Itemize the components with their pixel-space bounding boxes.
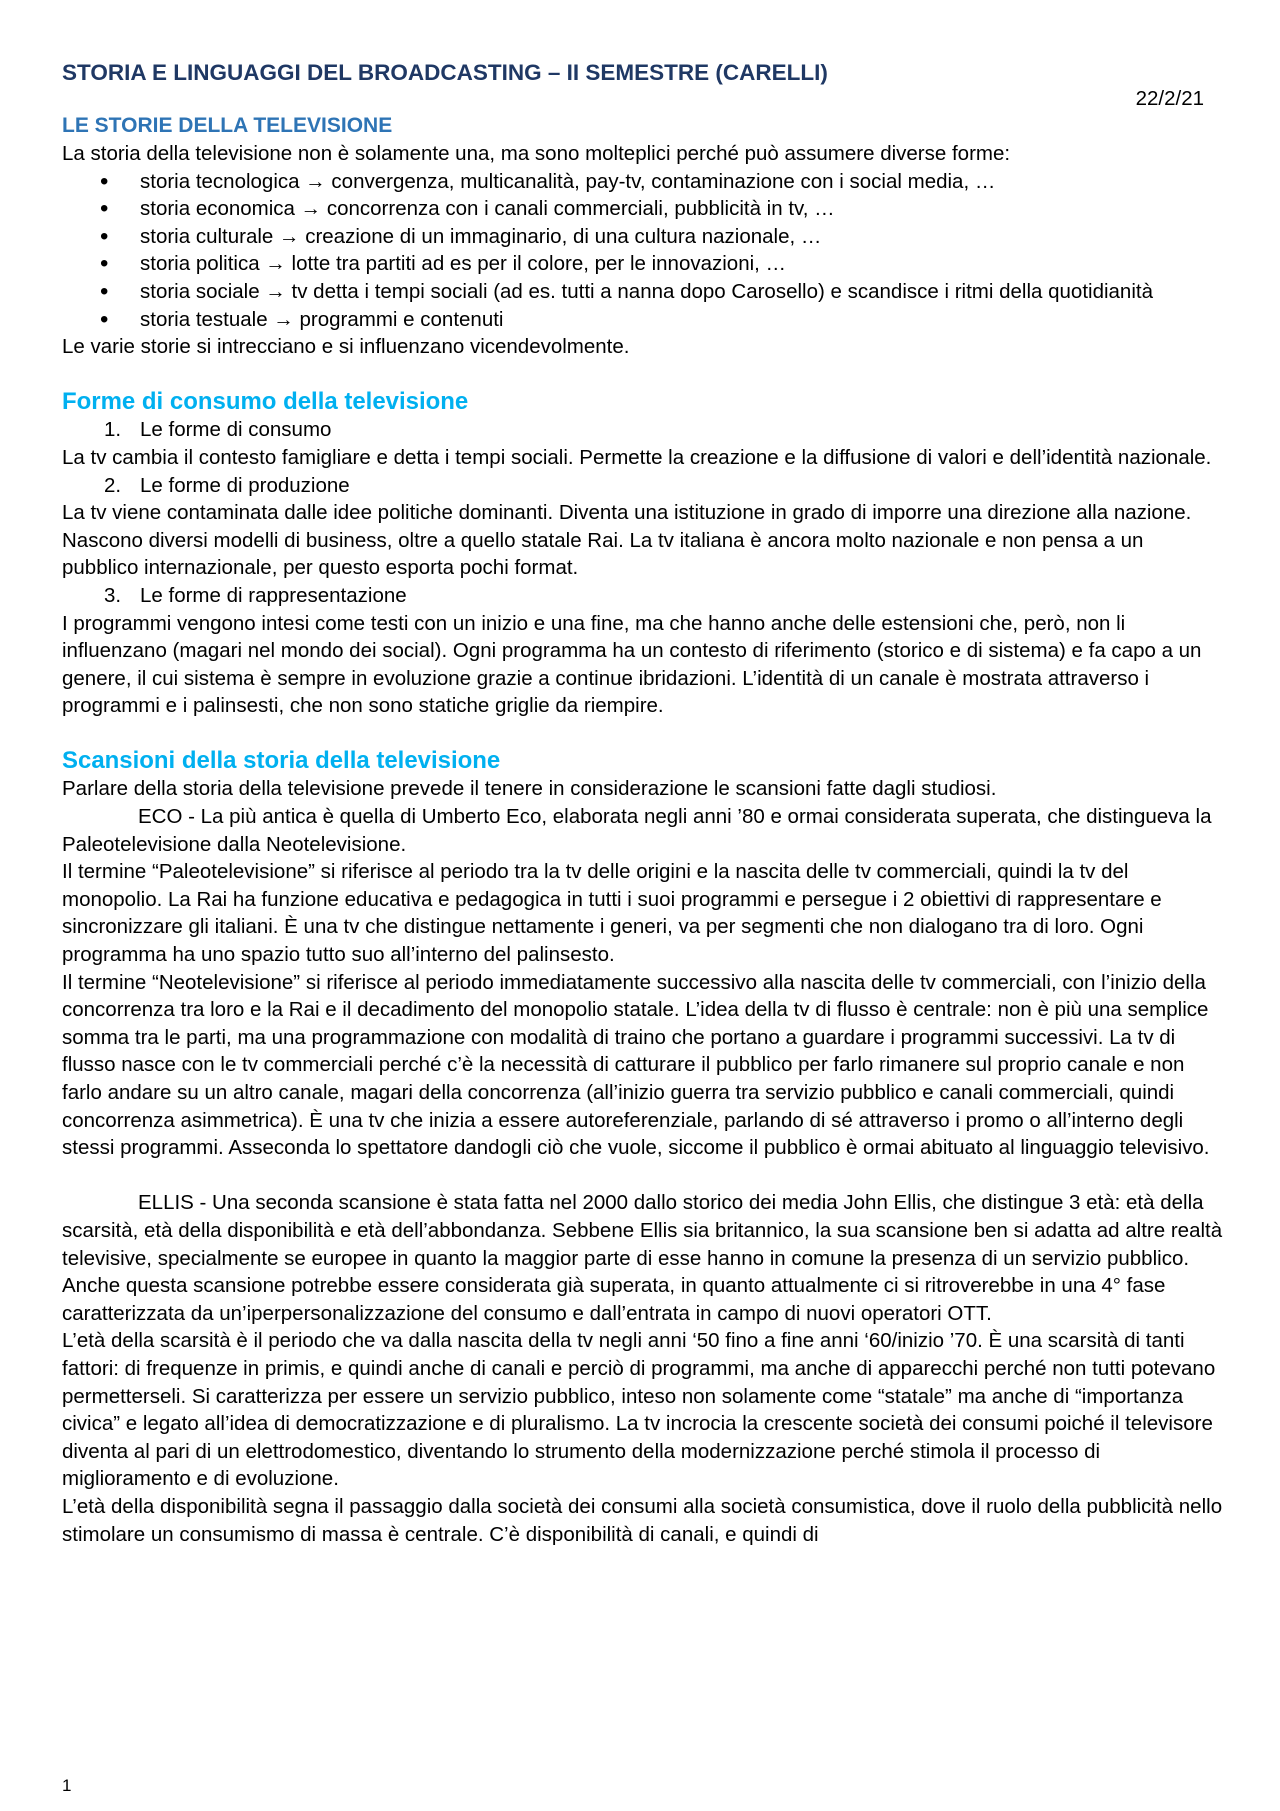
list-item-label: Le forme di produzione — [140, 473, 350, 497]
paragraph: L’età della disponibilità segna il passaggio dalla società dei consumi alla società consumistica, dove il ruolo della pubblicità nello stimolare un consumismo di massa è centrale. C’è disponibilità di canali, e quindi di — [62, 1494, 1223, 1546]
list-item: • storia tecnologica → convergenza, multicanalità, pay-tv, contaminazione con i social media, … — [140, 168, 1224, 196]
numbered-list — [62, 472, 1224, 500]
list-item: • storia sociale → tv detta i tempi sociali (ad es. tutti a nanna dopo Carosello) e scandisce i ritmi della quotidianità — [140, 278, 1224, 306]
list-item-label: Le forme di consumo — [140, 418, 332, 442]
paragraph: ECO - La più antica è quella di Umberto Eco, elaborata negli anni ’80 e ormai considerata superata, che distingueva la Paleotelevisione dalla Neotelevisione. — [62, 805, 1212, 856]
list-item — [104, 416, 1224, 444]
paragraph: La tv viene contaminata dalle idee politiche dominanti. Diventa una istituzione in grado di imporre una direzione alla nazione. Nascono diversi modelli di business, oltre a quello statale Rai. La tv italiana è ancora molto nazionale e non pensa a un pubblico internazionale, per questo esporta pochi format. — [62, 501, 1192, 580]
paragraph: Parlare della storia della televisione prevede il tenere in considerazione le scansioni fatte dagli studiosi. — [62, 777, 997, 801]
subheading-forme-consumo: Forme di consumo della televisione — [62, 388, 469, 416]
page-number: 1 — [62, 1776, 72, 1795]
paragraph: La tv cambia il contesto famigliare e detta i tempi sociali. Permette la creazione e la diffusione di valori e dell’identità nazionale. — [62, 445, 1212, 469]
list-item: • storia politica → lotte tra partiti ad es per il colore, per le innovazioni, … — [140, 250, 1224, 278]
document-title: STORIA E LINGUAGGI DEL BROADCASTING – II SEMESTRE (CARELLI) — [62, 60, 828, 85]
list-number: 1. — [104, 418, 122, 442]
bullet-list — [62, 168, 1224, 334]
list-item — [104, 472, 1224, 500]
list-item: • storia culturale → creazione di un immaginario, di una cultura nazionale, … — [140, 223, 1224, 251]
paragraph: Le varie storie si intrecciano e si influenzano vicendevolmente. — [62, 335, 630, 359]
document-date: 22/2/21 — [1135, 87, 1204, 110]
list-item-label: Le forme di rappresentazione — [140, 583, 407, 607]
paragraph: Il termine “Neotelevisione” si riferisce al periodo immediatamente successivo alla nascita delle tv commerciali, con l’inizio della concorrenza tra loro e la Rai e il decadimento del monopolio statale. L’idea della tv di flusso è centrale: non è più una semplice somma tra le parti, ma una programmazione con modalità di traino che portano a guardare i programmi successivi. La tv di flusso nasce con le tv commerciali perché c’è la necessità di catturare il pubblico per farlo rimanere sul proprio canale e non farlo andare su un altro canale, magari della concorrenza (all’inizio guerra tra servizio pubblico e canali commerciali, quindi concorrenza asimmetrica). È una tv che inizia a essere autoreferenziale, parlando di sé attraverso i promo o all’interno degli stessi programmi. Asseconda lo spettatore dandogli ciò che vuole, siccome il pubblico è ormai abituato al linguaggio televisivo. — [62, 970, 1210, 1160]
paragraph: La storia della televisione non è solamente una, ma sono molteplici perché può assumere diverse forme: — [62, 142, 1011, 165]
numbered-list — [62, 582, 1224, 610]
subheading-scansioni: Scansioni della storia della televisione — [62, 747, 501, 775]
list-item — [104, 582, 1224, 610]
paragraph: ELLIS - Una seconda scansione è stata fatta nel 2000 dallo storico dei media John Ellis, che distingue 3 età: età della scarsità, età della disponibilità e età dell’abbondanza. Sebbene Ellis sia britannico, la sua scansione ben si adatta ad altre realtà televisive, specialmente se europee in quanto la maggior parte di esse hanno in comune la presenza di un servizio pubblico. Anche questa scansione potrebbe essere considerata già superata, in quanto attualmente ci si ritroverebbe in una 4° fase caratterizzata da un’iperpersonalizzazione del consumo e dall’entrata in campo di nuovi operatori OTT. — [62, 1191, 1223, 1325]
list-item: • storia testuale → programmi e contenuti — [140, 306, 1224, 334]
paragraph: I programmi vengono intesi come testi con un inizio e una fine, ma che hanno anche delle estensioni che, però, non li influenzano (magari nel mondo dei social). Ogni programma ha un contesto di riferimento (storico e di sistema) e fa capo a un genere, il cui sistema è sempre in evoluzione grazie a continue ibridazioni. L’identità di un canale è mostrata attraverso i programmi e i palinsesti, che non sono statiche griglie da riempire. — [62, 611, 1202, 718]
section-heading-storie: LE STORIE DELLA TELEVISIONE — [62, 114, 393, 137]
list-item: • storia economica → concorrenza con i canali commerciali, pubblicità in tv, … — [140, 195, 1224, 223]
numbered-list — [62, 416, 1224, 444]
paragraph: L’età della scarsità è il periodo che va dalla nascita della tv negli anni ‘50 fino a fine anni ‘60/inizio ’70. È una scarsità di tanti fattori: di frequenze in primis, e quindi anche di canali e perciò di programmi, ma anche di apparecchi perché non tutti potevano permetterseli. Si caratterizza per essere un servizio pubblico, inteso non solamente come “statale” ma anche di “importanza civica” e legato all’idea di democratizzazione e di pluralismo. La tv incrocia la crescente società dei consumi poiché il televisore diventa al pari di un elettrodomestico, diventando lo strumento della modernizzazione perché stimola il processo di miglioramento e di evoluzione. — [62, 1329, 1216, 1491]
document-page — [62, 58, 1224, 1548]
list-number: 3. — [104, 583, 122, 607]
list-number: 2. — [104, 473, 122, 497]
paragraph: Il termine “Paleotelevisione” si riferisce al periodo tra la tv delle origini e la nascita delle tv commerciali, quindi la tv del monopolio. La Rai ha funzione educativa e pedagogica in tutti i suoi programmi e persegue i 2 obiettivi di rappresentare e sincronizzare gli italiani. È una tv che distingue nettamente i generi, va per segmenti che non dialogano tra di loro. Ogni programma ha uno spazio tutto suo all’interno del palinsesto. — [62, 860, 1162, 967]
